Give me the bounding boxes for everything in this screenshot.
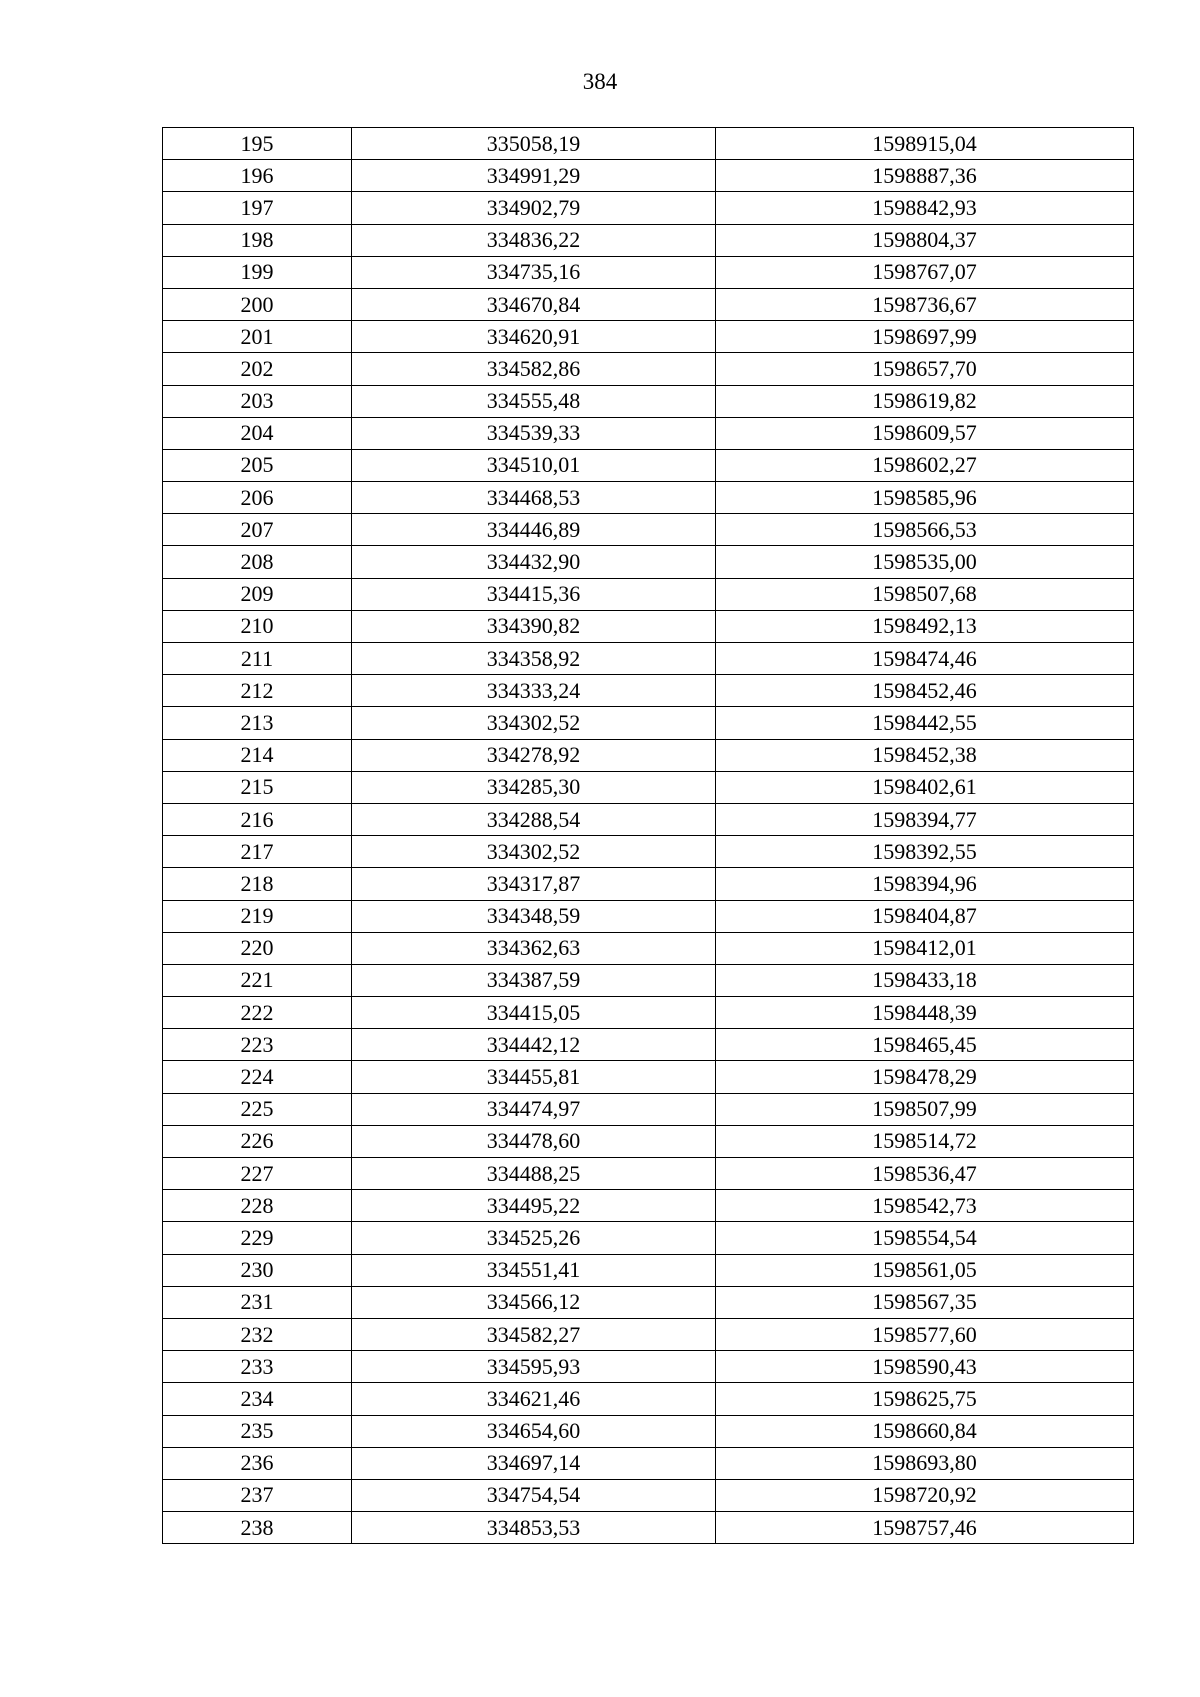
x-coordinate-cell: 334415,05	[352, 997, 716, 1029]
table-row	[163, 546, 1134, 578]
point-number-cell: 230	[163, 1254, 352, 1286]
x-coordinate-cell: 334442,12	[352, 1029, 716, 1061]
table-row	[163, 128, 1134, 160]
coordinates-table	[162, 127, 1134, 1544]
x-coordinate-cell: 334432,90	[352, 546, 716, 578]
point-number-cell: 196	[163, 160, 352, 192]
point-number-cell: 236	[163, 1447, 352, 1479]
x-coordinate-cell: 334278,92	[352, 739, 716, 771]
y-coordinate-cell: 1598561,05	[716, 1254, 1134, 1286]
x-coordinate-cell: 334670,84	[352, 288, 716, 320]
table-row	[163, 482, 1134, 514]
point-number-cell: 210	[163, 610, 352, 642]
x-coordinate-cell: 334358,92	[352, 643, 716, 675]
x-coordinate-cell: 334333,24	[352, 675, 716, 707]
point-number-cell: 203	[163, 385, 352, 417]
x-coordinate-cell: 334302,52	[352, 836, 716, 868]
table-row	[163, 675, 1134, 707]
y-coordinate-cell: 1598567,35	[716, 1286, 1134, 1318]
table-row	[163, 900, 1134, 932]
point-number-cell: 227	[163, 1158, 352, 1190]
y-coordinate-cell: 1598507,99	[716, 1093, 1134, 1125]
point-number-cell: 195	[163, 128, 352, 160]
point-number-cell: 197	[163, 192, 352, 224]
x-coordinate-cell: 335058,19	[352, 128, 716, 160]
table-row	[163, 932, 1134, 964]
y-coordinate-cell: 1598804,37	[716, 224, 1134, 256]
table-row	[163, 1286, 1134, 1318]
table-row	[163, 1447, 1134, 1479]
table-row	[163, 643, 1134, 675]
x-coordinate-cell: 334348,59	[352, 900, 716, 932]
table-row	[163, 1061, 1134, 1093]
point-number-cell: 223	[163, 1029, 352, 1061]
y-coordinate-cell: 1598915,04	[716, 128, 1134, 160]
y-coordinate-cell: 1598619,82	[716, 385, 1134, 417]
y-coordinate-cell: 1598448,39	[716, 997, 1134, 1029]
x-coordinate-cell: 334302,52	[352, 707, 716, 739]
point-number-cell: 232	[163, 1318, 352, 1350]
table-row	[163, 707, 1134, 739]
y-coordinate-cell: 1598767,07	[716, 256, 1134, 288]
y-coordinate-cell: 1598452,38	[716, 739, 1134, 771]
y-coordinate-cell: 1598757,46	[716, 1512, 1134, 1544]
x-coordinate-cell: 334621,46	[352, 1383, 716, 1415]
point-number-cell: 212	[163, 675, 352, 707]
table-row	[163, 256, 1134, 288]
point-number-cell: 199	[163, 256, 352, 288]
point-number-cell: 208	[163, 546, 352, 578]
y-coordinate-cell: 1598402,61	[716, 771, 1134, 803]
point-number-cell: 202	[163, 353, 352, 385]
point-number-cell: 206	[163, 482, 352, 514]
point-number-cell: 207	[163, 514, 352, 546]
x-coordinate-cell: 334510,01	[352, 449, 716, 481]
y-coordinate-cell: 1598720,92	[716, 1479, 1134, 1511]
y-coordinate-cell: 1598554,54	[716, 1222, 1134, 1254]
point-number-cell: 219	[163, 900, 352, 932]
table-row	[163, 997, 1134, 1029]
x-coordinate-cell: 334555,48	[352, 385, 716, 417]
x-coordinate-cell: 334488,25	[352, 1158, 716, 1190]
x-coordinate-cell: 334446,89	[352, 514, 716, 546]
y-coordinate-cell: 1598535,00	[716, 546, 1134, 578]
y-coordinate-cell: 1598433,18	[716, 964, 1134, 996]
y-coordinate-cell: 1598609,57	[716, 417, 1134, 449]
y-coordinate-cell: 1598492,13	[716, 610, 1134, 642]
x-coordinate-cell: 334551,41	[352, 1254, 716, 1286]
y-coordinate-cell: 1598577,60	[716, 1318, 1134, 1350]
point-number-cell: 218	[163, 868, 352, 900]
x-coordinate-cell: 334387,59	[352, 964, 716, 996]
table-row	[163, 514, 1134, 546]
point-number-cell: 238	[163, 1512, 352, 1544]
y-coordinate-cell: 1598887,36	[716, 160, 1134, 192]
table-row	[163, 836, 1134, 868]
y-coordinate-cell: 1598590,43	[716, 1351, 1134, 1383]
x-coordinate-cell: 334582,86	[352, 353, 716, 385]
x-coordinate-cell: 334317,87	[352, 868, 716, 900]
table-row	[163, 771, 1134, 803]
point-number-cell: 211	[163, 643, 352, 675]
point-number-cell: 222	[163, 997, 352, 1029]
x-coordinate-cell: 334288,54	[352, 803, 716, 835]
x-coordinate-cell: 334468,53	[352, 482, 716, 514]
y-coordinate-cell: 1598660,84	[716, 1415, 1134, 1447]
x-coordinate-cell: 334495,22	[352, 1190, 716, 1222]
table-row	[163, 1093, 1134, 1125]
x-coordinate-cell: 334478,60	[352, 1125, 716, 1157]
table-row	[163, 578, 1134, 610]
y-coordinate-cell: 1598394,77	[716, 803, 1134, 835]
y-coordinate-cell: 1598442,55	[716, 707, 1134, 739]
y-coordinate-cell: 1598536,47	[716, 1158, 1134, 1190]
table-row	[163, 1222, 1134, 1254]
table-row	[163, 192, 1134, 224]
point-number-cell: 214	[163, 739, 352, 771]
table-row	[163, 868, 1134, 900]
point-number-cell: 237	[163, 1479, 352, 1511]
y-coordinate-cell: 1598465,45	[716, 1029, 1134, 1061]
point-number-cell: 225	[163, 1093, 352, 1125]
x-coordinate-cell: 334390,82	[352, 610, 716, 642]
x-coordinate-cell: 334836,22	[352, 224, 716, 256]
x-coordinate-cell: 334735,16	[352, 256, 716, 288]
x-coordinate-cell: 334853,53	[352, 1512, 716, 1544]
table-row	[163, 1158, 1134, 1190]
y-coordinate-cell: 1598585,96	[716, 482, 1134, 514]
point-number-cell: 204	[163, 417, 352, 449]
table-row	[163, 803, 1134, 835]
x-coordinate-cell: 334754,54	[352, 1479, 716, 1511]
table-row	[163, 288, 1134, 320]
point-number-cell: 209	[163, 578, 352, 610]
point-number-cell: 198	[163, 224, 352, 256]
point-number-cell: 224	[163, 1061, 352, 1093]
table-row	[163, 739, 1134, 771]
table-row	[163, 1512, 1134, 1544]
x-coordinate-cell: 334539,33	[352, 417, 716, 449]
table-row	[163, 417, 1134, 449]
table-row	[163, 1318, 1134, 1350]
table-row	[163, 321, 1134, 353]
table-row	[163, 353, 1134, 385]
point-number-cell: 213	[163, 707, 352, 739]
y-coordinate-cell: 1598412,01	[716, 932, 1134, 964]
coordinates-table-body	[163, 128, 1134, 1544]
table-row	[163, 385, 1134, 417]
y-coordinate-cell: 1598507,68	[716, 578, 1134, 610]
y-coordinate-cell: 1598474,46	[716, 643, 1134, 675]
x-coordinate-cell: 334415,36	[352, 578, 716, 610]
x-coordinate-cell: 334525,26	[352, 1222, 716, 1254]
point-number-cell: 234	[163, 1383, 352, 1415]
table-row	[163, 1029, 1134, 1061]
table-row	[163, 224, 1134, 256]
y-coordinate-cell: 1598478,29	[716, 1061, 1134, 1093]
y-coordinate-cell: 1598404,87	[716, 900, 1134, 932]
table-row	[163, 160, 1134, 192]
point-number-cell: 200	[163, 288, 352, 320]
point-number-cell: 233	[163, 1351, 352, 1383]
y-coordinate-cell: 1598394,96	[716, 868, 1134, 900]
x-coordinate-cell: 334474,97	[352, 1093, 716, 1125]
y-coordinate-cell: 1598625,75	[716, 1383, 1134, 1415]
point-number-cell: 216	[163, 803, 352, 835]
y-coordinate-cell: 1598452,46	[716, 675, 1134, 707]
table-row	[163, 1415, 1134, 1447]
x-coordinate-cell: 334595,93	[352, 1351, 716, 1383]
point-number-cell: 215	[163, 771, 352, 803]
point-number-cell: 220	[163, 932, 352, 964]
x-coordinate-cell: 334455,81	[352, 1061, 716, 1093]
x-coordinate-cell: 334991,29	[352, 160, 716, 192]
point-number-cell: 229	[163, 1222, 352, 1254]
y-coordinate-cell: 1598514,72	[716, 1125, 1134, 1157]
x-coordinate-cell: 334654,60	[352, 1415, 716, 1447]
table-row	[163, 1125, 1134, 1157]
x-coordinate-cell: 334285,30	[352, 771, 716, 803]
table-row	[163, 1383, 1134, 1415]
y-coordinate-cell: 1598542,73	[716, 1190, 1134, 1222]
table-row	[163, 610, 1134, 642]
y-coordinate-cell: 1598392,55	[716, 836, 1134, 868]
point-number-cell: 221	[163, 964, 352, 996]
y-coordinate-cell: 1598693,80	[716, 1447, 1134, 1479]
x-coordinate-cell: 334620,91	[352, 321, 716, 353]
y-coordinate-cell: 1598697,99	[716, 321, 1134, 353]
x-coordinate-cell: 334902,79	[352, 192, 716, 224]
x-coordinate-cell: 334566,12	[352, 1286, 716, 1318]
x-coordinate-cell: 334362,63	[352, 932, 716, 964]
y-coordinate-cell: 1598736,67	[716, 288, 1134, 320]
point-number-cell: 217	[163, 836, 352, 868]
table-row	[163, 1190, 1134, 1222]
point-number-cell: 228	[163, 1190, 352, 1222]
page-number: 384	[582, 69, 618, 94]
x-coordinate-cell: 334582,27	[352, 1318, 716, 1350]
table-row	[163, 964, 1134, 996]
point-number-cell: 231	[163, 1286, 352, 1318]
y-coordinate-cell: 1598842,93	[716, 192, 1134, 224]
x-coordinate-cell: 334697,14	[352, 1447, 716, 1479]
point-number-cell: 235	[163, 1415, 352, 1447]
table-row	[163, 1479, 1134, 1511]
point-number-cell: 205	[163, 449, 352, 481]
table-row	[163, 449, 1134, 481]
point-number-cell: 201	[163, 321, 352, 353]
table-row	[163, 1351, 1134, 1383]
y-coordinate-cell: 1598566,53	[716, 514, 1134, 546]
point-number-cell: 226	[163, 1125, 352, 1157]
table-row	[163, 1254, 1134, 1286]
y-coordinate-cell: 1598602,27	[716, 449, 1134, 481]
y-coordinate-cell: 1598657,70	[716, 353, 1134, 385]
